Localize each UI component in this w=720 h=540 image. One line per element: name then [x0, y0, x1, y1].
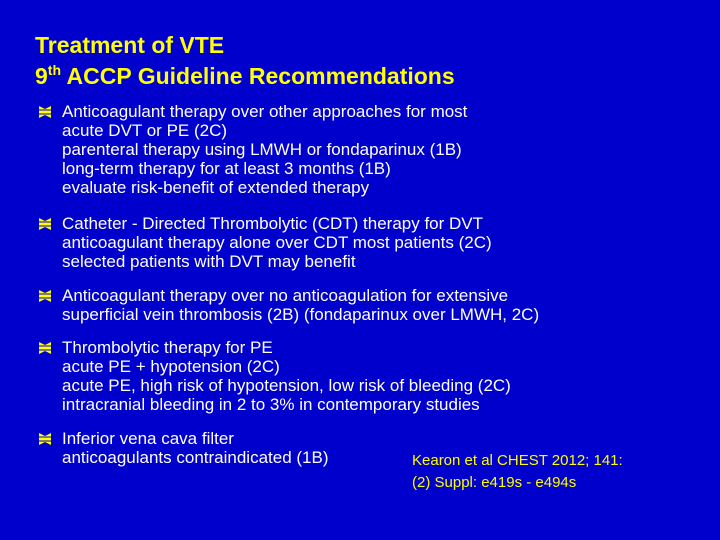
bullet-line: intracranial bleeding in 2 to 3% in contemporary studies [62, 395, 480, 414]
citation [412, 450, 623, 494]
citation-line-2: (2) Suppl: e419s - e494s [412, 474, 577, 491]
title-line-2-prefix: 9 [35, 63, 48, 89]
bullet-line: parenteral therapy using LMWH or fondaparinux (1B) [62, 140, 462, 159]
flag-bullet-icon [38, 289, 52, 303]
bullet-text [62, 214, 492, 271]
bullet-text [62, 429, 329, 467]
flag-bullet-icon [38, 341, 52, 355]
flag-bullet-icon [38, 432, 52, 446]
bullet-line: long-term therapy for at least 3 months (1B) [62, 159, 391, 178]
flag-bullet-icon [38, 105, 52, 119]
title-line-2 [35, 61, 455, 92]
bullet-line: superficial vein thrombosis (2B) (fondaparinux over LMWH, 2C) [62, 305, 540, 324]
citation-line-1: Kearon et al CHEST 2012; 141: [412, 452, 623, 469]
title-line-1: Treatment of VTE [35, 32, 225, 58]
bullet-line: Catheter - Directed Thrombolytic (CDT) therapy for DVT [62, 214, 484, 233]
title-line-2-superscript: th [47, 62, 62, 78]
bullet-text [62, 338, 511, 414]
bullet-line: acute DVT or PE (2C) [62, 121, 228, 140]
bullet-text [62, 102, 467, 197]
bullet-line: evaluate risk-benefit of extended therapy [62, 178, 370, 197]
bullet-line: anticoagulant therapy alone over CDT most patients (2C) [62, 233, 492, 252]
flag-bullet-icon [38, 217, 52, 231]
bullet-line: Inferior vena cava filter [62, 429, 234, 448]
bullet-line: Thrombolytic therapy for PE [62, 338, 273, 357]
bullet-text [62, 286, 539, 324]
bullet-line: acute PE + hypotension (2C) [62, 357, 280, 376]
slide-title [35, 30, 455, 92]
bullet-line: anticoagulants contraindicated (1B) [62, 448, 329, 467]
bullet-line: selected patients with DVT may benefit [62, 252, 356, 271]
bullet-line: Anticoagulant therapy over no anticoagulation for extensive [62, 286, 509, 305]
bullet-line: acute PE, high risk of hypotension, low risk of bleeding (2C) [62, 376, 511, 395]
title-line-2-rest: ACCP Guideline Recommendations [61, 63, 455, 89]
bullet-line: Anticoagulant therapy over other approaches for most [62, 102, 468, 121]
